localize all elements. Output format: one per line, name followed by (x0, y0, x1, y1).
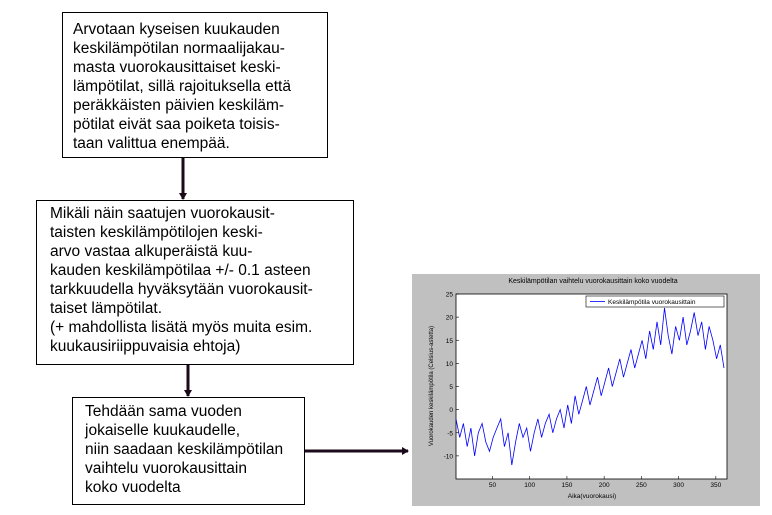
legend (586, 296, 724, 307)
temperature-chart (412, 274, 760, 506)
y-tick-label: 25 (445, 291, 453, 299)
y-tick-label: 10 (445, 360, 453, 368)
box3-line: koko vuodelta (85, 479, 181, 496)
plot-area (456, 294, 727, 479)
x-axis-label: Aika(vuorokausi) (567, 493, 617, 500)
box2-line: taiset lämpötilat. (50, 300, 162, 317)
y-tick-label: -10 (443, 453, 453, 461)
x-tick-label: 350 (710, 482, 722, 489)
flow-step-1-box (62, 12, 328, 158)
box2-line: kuukausiriippuvaisia ehtoja) (50, 338, 241, 355)
box3-line: jokaiselle kuukaudelle, (85, 422, 241, 439)
y-tick-label: 5 (449, 384, 453, 391)
box2-line: Mikäli näin saatujen vuorokausit- (50, 205, 275, 222)
x-tick-label: 250 (635, 482, 647, 489)
chart-title: Keskilämpötilan vaihtelu vuorokausittain koko vuodelta (508, 278, 678, 285)
box2-line: taisten keskilämpötilojen keski- (50, 224, 263, 241)
box1-line: keskilämpötilan normaalijakau- (73, 40, 285, 57)
x-tick-label: 300 (673, 482, 685, 489)
y-tick-label: -5 (447, 430, 453, 438)
box1-line: peräkkäisten päivien keskiläm- (73, 97, 285, 114)
box1-line: taan valittua enempää. (73, 135, 230, 152)
box1-line: lämpötilat, sillä rajoituksella että (73, 78, 291, 95)
box2-line: tarkkuudella hyväksytään vuorokausit- (50, 281, 313, 298)
y-tick-label: 20 (445, 314, 453, 322)
x-tick-label: 50 (488, 482, 497, 489)
flow-step-3-box (72, 397, 305, 505)
box2-line: (+ mahdollista lisätä myös muita esim. (50, 319, 313, 336)
y-tick-label: 0 (449, 407, 453, 415)
box2-line: arvo vastaa alkuperäistä kuu- (50, 243, 253, 260)
box3-line: vaihtelu vuorokausittain (85, 460, 247, 477)
y-tick-label: 15 (445, 337, 453, 345)
flow-step-2-box (36, 200, 354, 365)
box1-line: Arvotaan kyseisen kuukauden (73, 21, 280, 38)
box3-line: Tehdään sama vuoden (85, 403, 242, 420)
x-tick-label: 100 (524, 482, 536, 489)
y-axis-label: Vuorokauden keskilämpötila (Celsius-astetta) (429, 325, 435, 447)
temperature-chart-panel (412, 274, 760, 506)
box1-line: pötilat eivät saa poiketa toisis- (73, 116, 280, 133)
x-tick-label: 150 (561, 482, 573, 489)
legend-label: Keskilämpötila vuorokausittain (608, 299, 696, 306)
box2-line: kauden keskilämpötilaa +/- 0.1 asteen (50, 262, 311, 279)
box3-line: niin saadaan keskilämpötilan (85, 441, 284, 458)
x-tick-label: 200 (598, 482, 610, 489)
box1-line: masta vuorokausittaiset keski- (73, 59, 281, 76)
